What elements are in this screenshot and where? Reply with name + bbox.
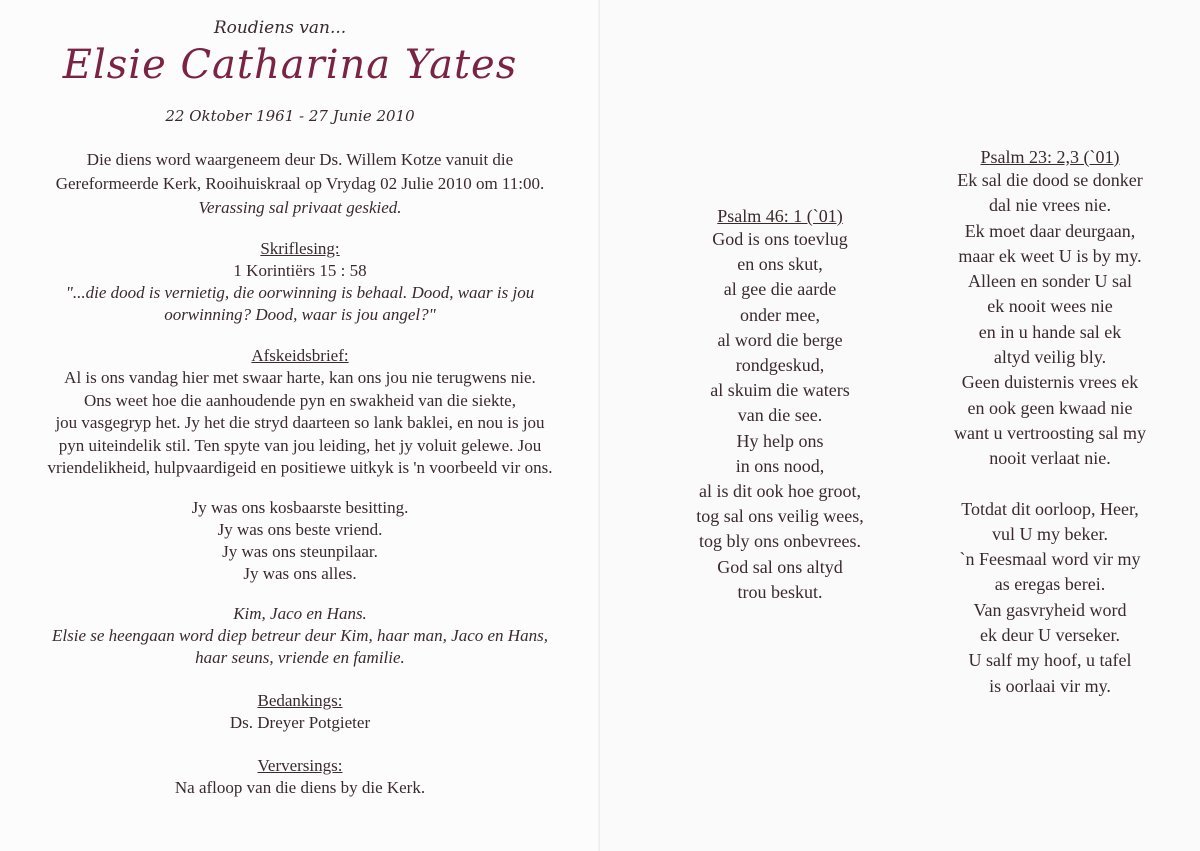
psalm-line: al skuim die waters [710,380,850,401]
psalm-line: altyd veilig bly. [993,347,1107,368]
psalm-line: `n Feesmaal word vir my [959,549,1141,570]
life-dates: 22 Oktober 1961 - 27 Junie 2010 [165,107,415,125]
stanza-gap [905,472,1195,497]
psalm-line: nooit verlaat nie. [989,448,1111,469]
tribute-line: Jy was ons alles. [243,564,357,583]
psalm-line: rondgeskud, [735,355,825,376]
family-names: Kim, Jaco en Hans. [233,604,367,623]
intro-text: Roudiens van... [213,18,347,38]
psalm-line: tog bly ons onbevrees. [699,531,861,552]
psalm-23-title: Psalm 23: 2,3 (`01) [980,147,1120,167]
psalm-line: Totdat dit oorloop, Heer, [961,498,1139,519]
refreshments-title: Verversings: [257,756,343,775]
psalm-line: ek deur U verseker. [980,625,1120,646]
service-line-2: Gereformeerde Kerk, Rooihuiskraal op Vrydag 02 Julie 2010 om 11:00. [55,174,545,193]
psalm-line: vul U my beker. [992,523,1108,544]
psalm-line: Ek moet daar deurgaan, [964,220,1136,241]
thanks-title: Bedankings: [257,691,343,710]
farewell-line: Ons weet hoe die aanhoudende pyn en swakheid van die siekte, [84,390,516,410]
psalm-23 [905,146,1195,699]
psalm-line: in ons nood, [735,455,825,476]
psalm-line: Van gasvryheid word [973,599,1127,620]
farewell-letter [20,345,580,480]
psalm-46 [660,205,900,605]
psalm-line: dal nie vrees nie. [989,195,1111,216]
farewell-line: Al is ons vandag hier met swaar harte, kan ons jou nie terugwens nie. [64,368,536,387]
psalm-line: U salf my hoof, u tafel [968,650,1132,671]
farewell-line: pyn uiteindelik stil. Ten spyte van jou leiding, het jy voluit gelewe. Jou [58,435,542,455]
farewell-line: vriendelikheid, hulpvaardigeid en positiewe uitkyk is 'n voorbeeld vir ons. [47,458,553,477]
reading-title: Skriflesing: [260,239,340,258]
psalm-line: God is ons toevlug [712,229,848,249]
family-signature [20,603,580,669]
psalm-line: onder mee, [740,304,820,325]
psalm-line: as eregas berei. [994,574,1106,595]
psalm-line: Hy help ons [736,430,824,451]
service-line-3: Verassing sal privaat geskied. [198,198,402,217]
psalm-line: en ook geen kwaad nie [967,397,1133,418]
tribute-line: Jy was ons kosbaarste besitting. [191,498,409,517]
psalm-line: maar ek weet U is by my. [958,245,1142,266]
mourning-line-2: haar seuns, vriende en familie. [195,648,405,667]
psalm-line: en ons skut, [737,254,823,275]
psalm-line: ek nooit wees nie [987,296,1113,317]
reading-quote-1: "...die dood is vernietig, die oorwinning is behaal. Dood, waar is jou [65,283,535,302]
tribute-line: Jy was ons steunpilaar. [222,542,378,561]
tribute-line: Jy was ons beste vriend. [217,520,383,539]
service-details [20,148,580,220]
reading-quote-2: oorwinning? Dood, waar is jou angel?" [164,305,436,324]
psalm-46-title: Psalm 46: 1 (`01) [717,206,843,226]
psalm-line: want u vertroosting sal my [954,422,1146,443]
acknowledgements [150,690,450,734]
farewell-line: jou vasgegryp het. Jy het die stryd daarteen so lank baklei, en nou is jou [55,413,545,432]
refreshments-text: Na afloop van die diens by die Kerk. [174,778,426,797]
psalm-line: trou beskut. [737,581,823,602]
psalm-line: van die see. [737,405,823,426]
psalm-line: en in u hande sal ek [978,321,1122,342]
psalm-line: al is dit ook hoe groot, [699,481,861,502]
farewell-title: Afskeidsbrief: [251,346,349,365]
refreshments [100,755,500,799]
thanks-name: Ds. Dreyer Potgieter [229,713,371,732]
service-line-1: Die diens word waargeneem deur Ds. Willem Kotze vanuit die [86,150,514,169]
psalm-line: Geen duisternis vrees ek [961,372,1139,393]
psalm-line: al gee die aarde [723,279,837,300]
psalm-line: tog sal ons veilig wees, [696,506,864,527]
psalm-line: Alleen en sonder U sal [968,271,1132,292]
psalm-line: is oorlaai vir my. [989,675,1111,696]
psalm-line: Ek sal die dood se donker [957,170,1143,190]
psalm-line: God sal ons altyd [717,556,843,577]
psalm-line: al word die berge [717,329,843,350]
scripture-reading [20,238,580,326]
mourning-line-1: Elsie se heengaan word diep betreur deur Kim, haar man, Jaco en Hans, [52,626,548,645]
tribute-lines [150,497,450,585]
reading-reference: 1 Korintiërs 15 : 58 [233,261,367,280]
deceased-name: Elsie Catharina Yates [62,42,518,88]
